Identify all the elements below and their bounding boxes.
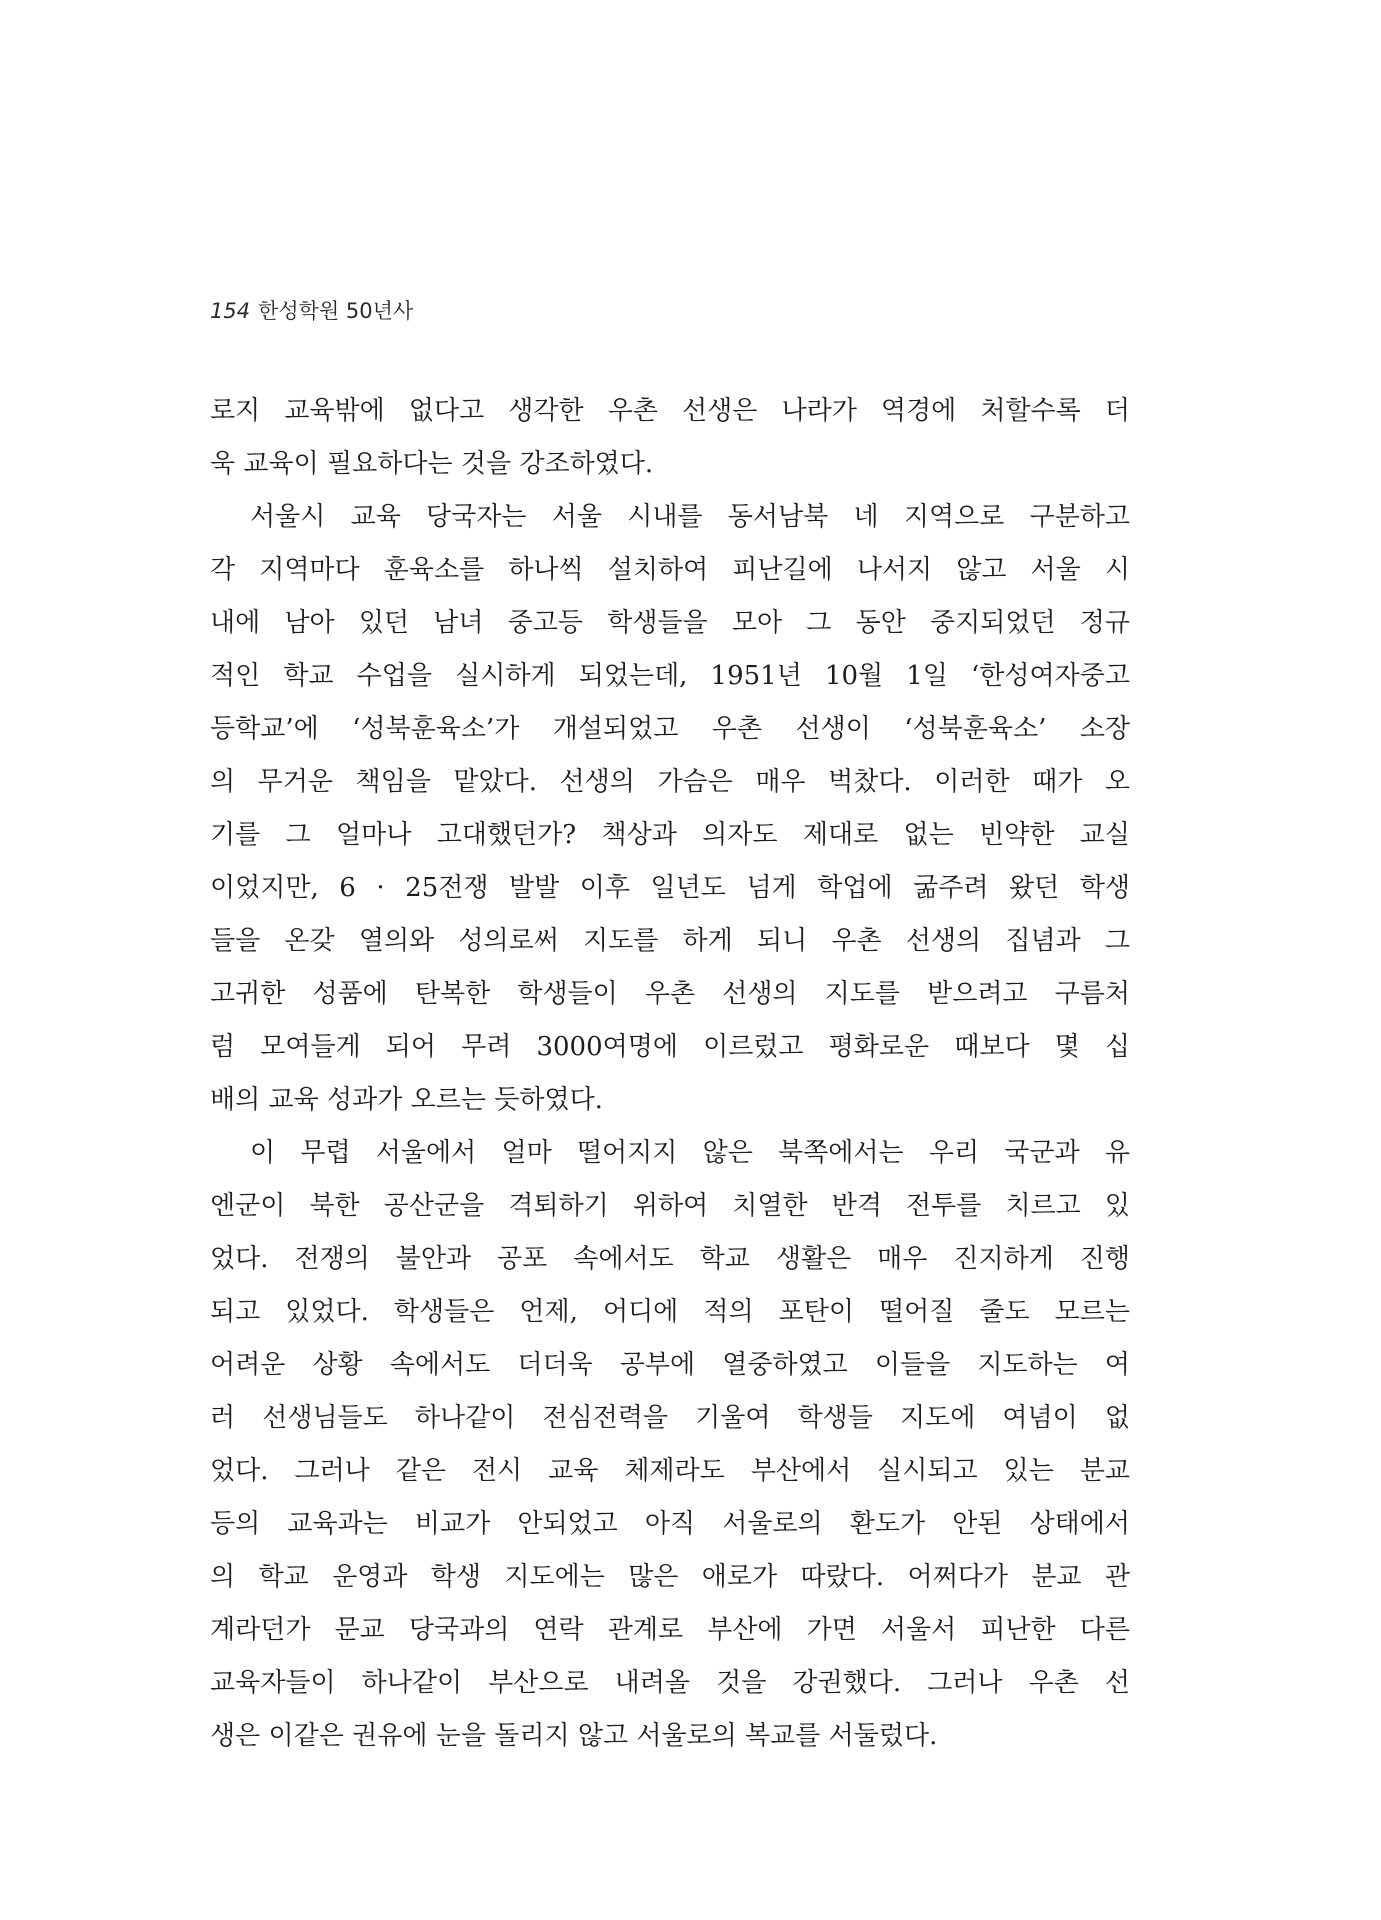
text-line: 각 지역마다 훈육소를 하나씩 설치하여 피난길에 나서지 않고 서울 시 xyxy=(210,555,1130,585)
text-line: 서울시 교육 당국자는 서울 시내를 동서남북 네 지역으로 구분하고 xyxy=(250,502,1130,532)
text-line: 배의 교육 성과가 오르는 듯하였다. xyxy=(210,1085,603,1115)
text-line: 되고 있었다. 학생들은 언제, 어디에 적의 포탄이 떨어질 줄도 모르는 xyxy=(210,1297,1130,1327)
text-line: 욱 교육이 필요하다는 것을 강조하였다. xyxy=(210,449,654,479)
text-line: 등의 교육과는 비교가 안되었고 아직 서울로의 환도가 안된 상태에서 xyxy=(210,1509,1130,1539)
text-line: 기를 그 얼마나 고대했던가? 책상과 의자도 제대로 없는 빈약한 교실 xyxy=(210,820,1130,850)
text-line: 엔군이 북한 공산군을 격퇴하기 위하여 치열한 반격 전투를 치르고 있 xyxy=(210,1191,1130,1221)
text-line: 계라던가 문교 당국과의 연락 관계로 부산에 가면 서울서 피난한 다른 xyxy=(210,1615,1130,1645)
text-line: 로지 교육밖에 없다고 생각한 우촌 선생은 나라가 역경에 처할수록 더 xyxy=(210,396,1130,426)
paragraph-2 xyxy=(210,491,1130,1127)
page-header xyxy=(210,295,413,325)
text-line: 었다. 전쟁의 불안과 공포 속에서도 학교 생활은 매우 진지하게 진행 xyxy=(210,1244,1130,1274)
text-line: 생은 이같은 권유에 눈을 돌리지 않고 서울로의 복교를 서둘렀다. xyxy=(210,1721,938,1751)
text-line: 러 선생님들도 하나같이 전심전력을 기울여 학생들 지도에 여념이 없 xyxy=(210,1403,1130,1433)
text-line: 어려운 상황 속에서도 더더욱 공부에 열중하였고 이들을 지도하는 여 xyxy=(210,1350,1130,1380)
body-text xyxy=(210,385,1130,1763)
page-number: 154 xyxy=(210,299,251,323)
book-title: 한성학원 50년사 xyxy=(258,299,414,323)
text-line: 럼 모여들게 되어 무려 3000여명에 이르렀고 평화로운 때보다 몇 십 xyxy=(210,1032,1130,1062)
text-line: 의 무거운 책임을 맡았다. 선생의 가슴은 매우 벅찼다. 이러한 때가 오 xyxy=(210,767,1130,797)
text-line: 고귀한 성품에 탄복한 학생들이 우촌 선생의 지도를 받으려고 구름처 xyxy=(210,979,1130,1009)
text-line: 들을 온갖 열의와 성의로써 지도를 하게 되니 우촌 선생의 집념과 그 xyxy=(210,926,1130,956)
text-line: 이었지만, 6 · 25전쟁 발발 이후 일년도 넘게 학업에 굶주려 왔던 학생 xyxy=(210,873,1130,903)
text-line: 내에 남아 있던 남녀 중고등 학생들을 모아 그 동안 중지되었던 정규 xyxy=(210,608,1130,638)
text-line: 이 무렵 서울에서 얼마 떨어지지 않은 북쪽에서는 우리 국군과 유 xyxy=(250,1138,1130,1168)
paragraph-1 xyxy=(210,385,1130,491)
text-line: 적인 학교 수업을 실시하게 되었는데, 1951년 10월 1일 ‘한성여자중고 xyxy=(210,661,1130,691)
paragraph-3 xyxy=(210,1127,1130,1763)
text-line: 었다. 그러나 같은 전시 교육 체제라도 부산에서 실시되고 있는 분교 xyxy=(210,1456,1130,1486)
text-line: 의 학교 운영과 학생 지도에는 많은 애로가 따랐다. 어쩌다가 분교 관 xyxy=(210,1562,1130,1592)
text-line: 교육자들이 하나같이 부산으로 내려올 것을 강권했다. 그러나 우촌 선 xyxy=(210,1668,1130,1698)
text-line: 등학교’에 ‘성북훈육소’가 개설되었고 우촌 선생이 ‘성북훈육소’ 소장 xyxy=(210,714,1130,744)
